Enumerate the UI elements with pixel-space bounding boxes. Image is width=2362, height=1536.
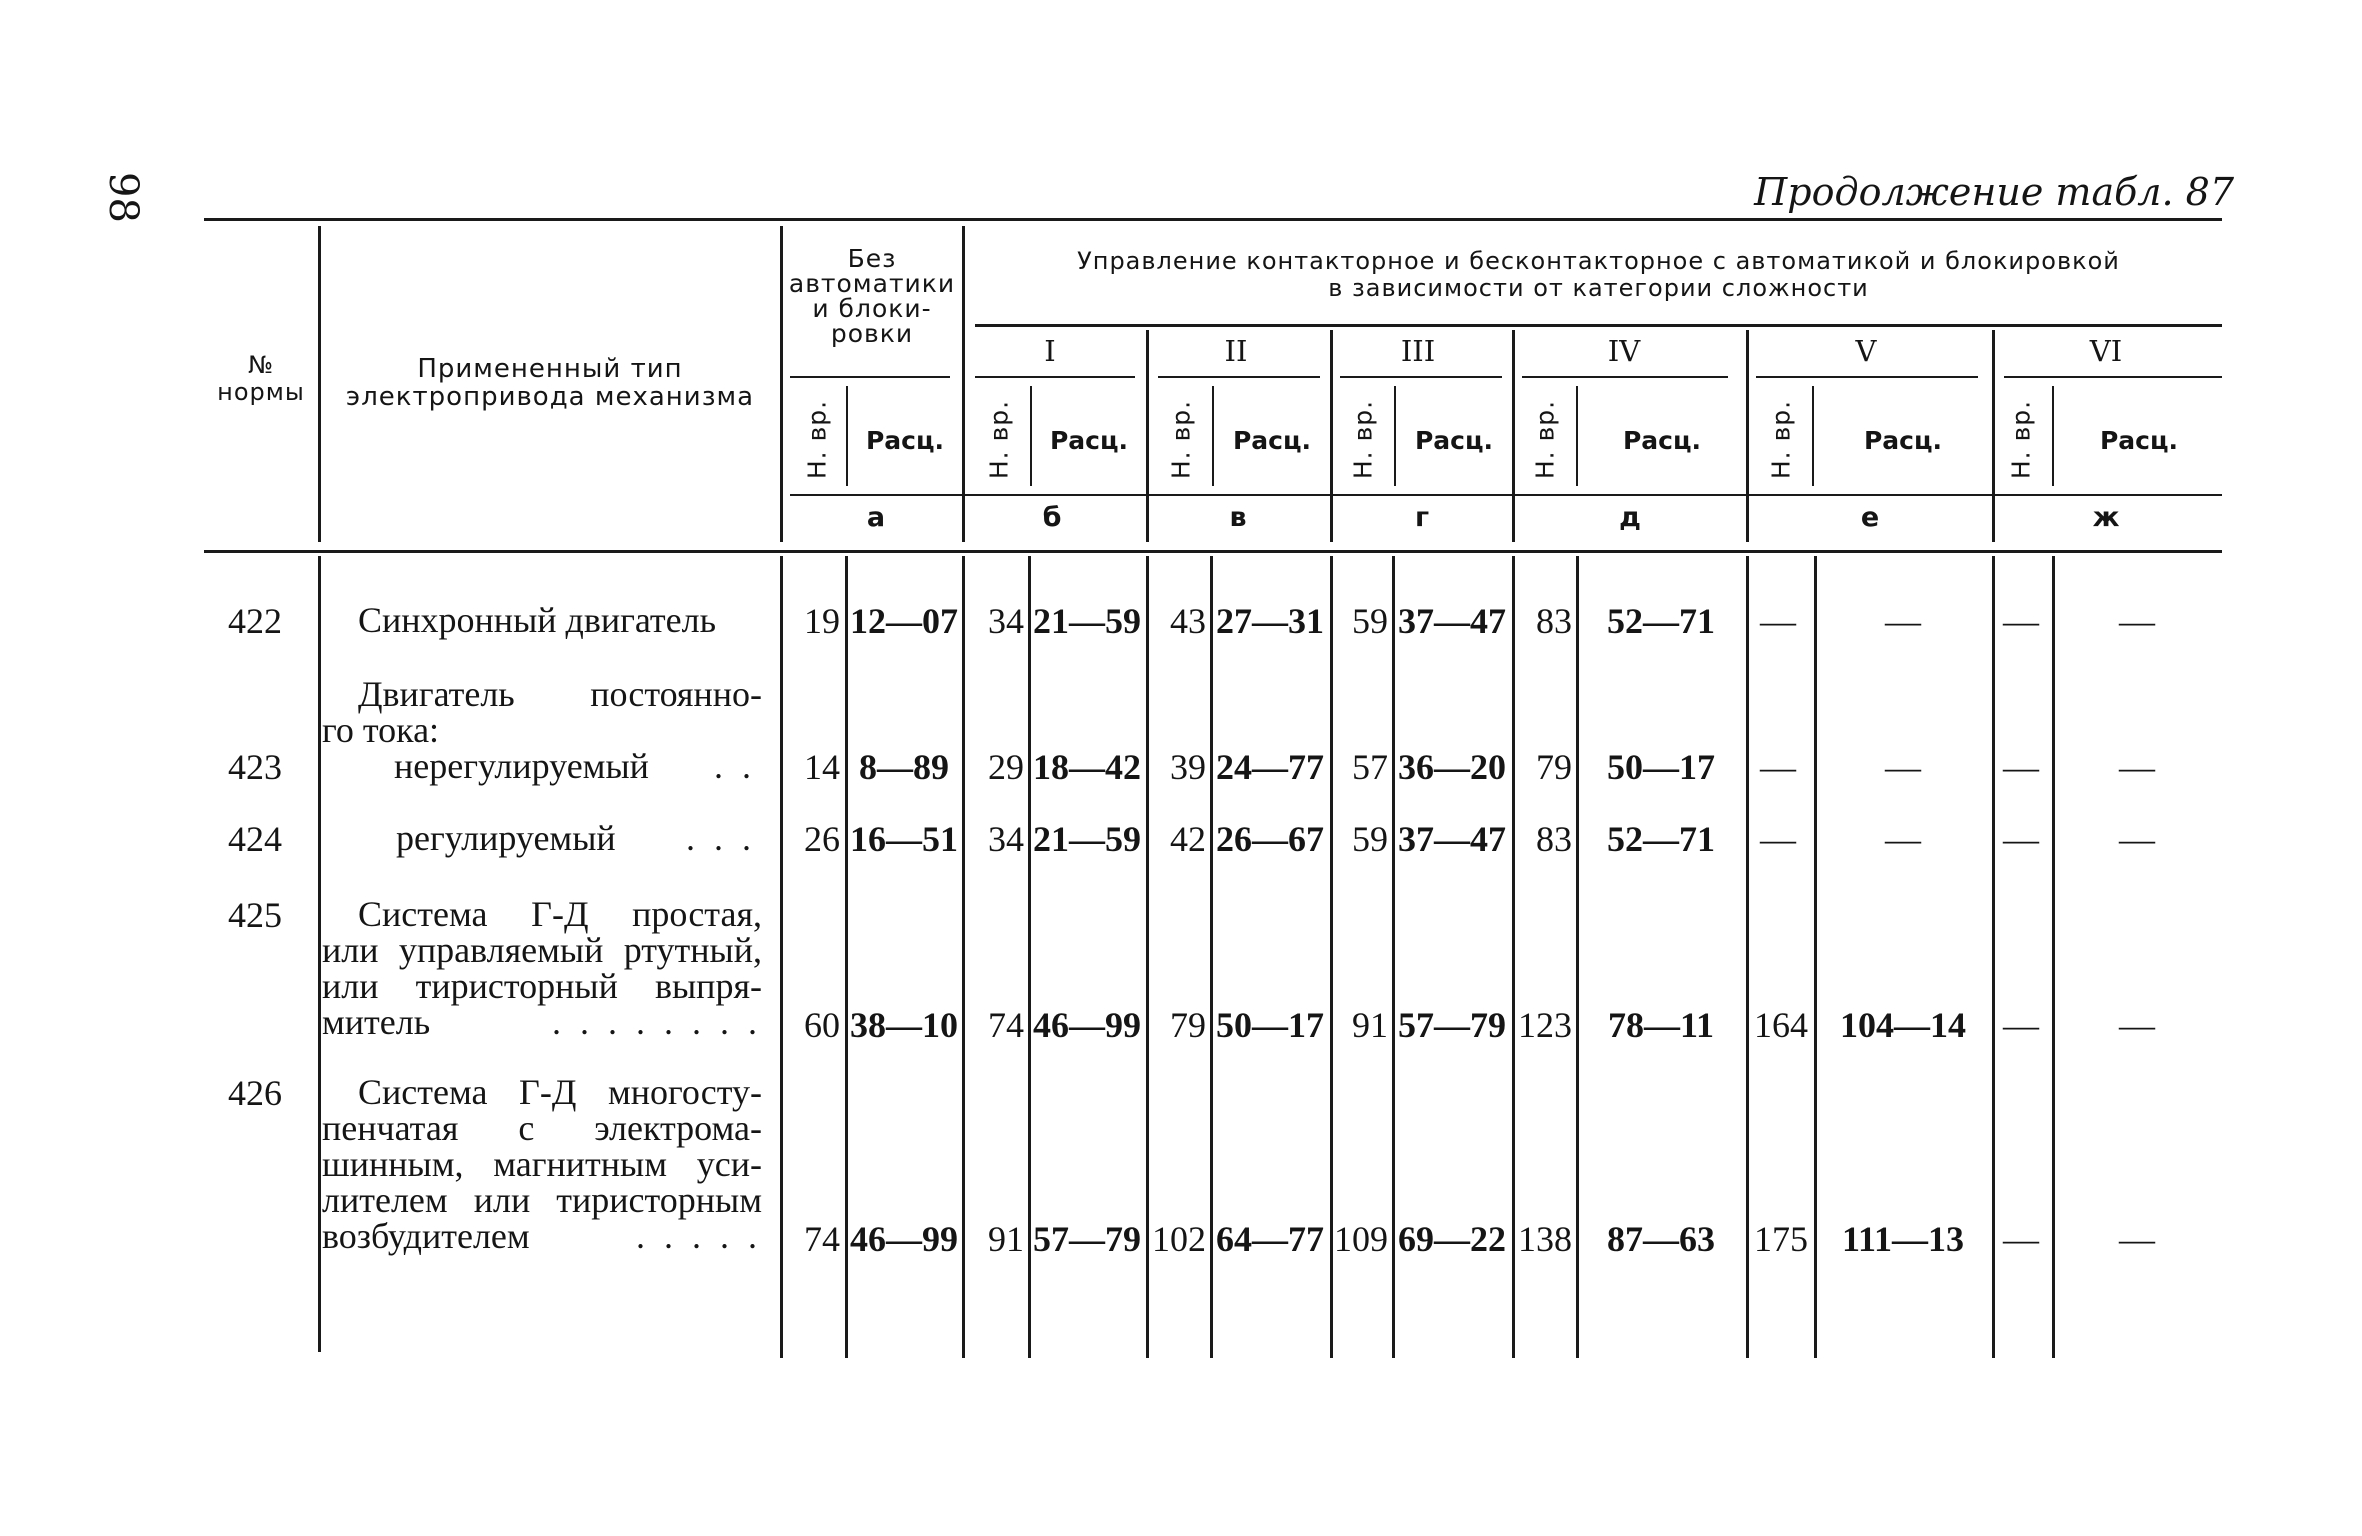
col-divider-no (318, 226, 321, 542)
cell-n-vr: 79 (1536, 747, 1572, 787)
cell-n-vr: 91 (988, 1219, 1024, 1259)
col-divider-cat5 (1992, 330, 1995, 542)
leader-dots: . . (714, 746, 756, 786)
cell-rasc: — (1885, 819, 1921, 859)
body-divider-no (318, 556, 321, 1352)
cell-rasc: 37—47 (1398, 601, 1506, 641)
leader-dots: . . . (686, 818, 756, 858)
cell-rasc: 78—11 (1607, 1005, 1714, 1045)
cell-n-vr: 83 (1536, 601, 1572, 641)
cell-rasc: 8—89 (859, 747, 949, 787)
row-description (322, 676, 762, 748)
row-number: 426 (228, 1073, 282, 1113)
row-number: 424 (228, 819, 282, 859)
cell-rasc: 18—42 (1033, 747, 1141, 787)
header-rasc: Расц. (2099, 426, 2179, 455)
page-number: 98 (100, 172, 146, 223)
cell-n-vr: — (1760, 747, 1796, 787)
description-line: Синхронный двигатель (358, 600, 717, 640)
category-label: I (1044, 334, 1056, 368)
row-number: 425 (228, 895, 282, 935)
cell-n-vr: 59 (1352, 601, 1388, 641)
category-label: VI (2089, 334, 2123, 368)
nvr-divider-0 (846, 386, 848, 486)
cell-rasc: 64—77 (1216, 1219, 1324, 1259)
header-n-vr: Н. вр. (1348, 399, 1378, 480)
cat-underline-6 (2004, 376, 2222, 378)
description-line (322, 1218, 762, 1254)
description-line: го тока: (322, 710, 440, 750)
cell-n-vr: 59 (1352, 819, 1388, 859)
cat-underline-5 (1756, 376, 1978, 378)
column-letter: е (1860, 502, 1880, 533)
cell-rasc: 50—17 (1216, 1005, 1324, 1045)
header-n-vr: Н. вр. (1530, 399, 1560, 480)
row-description (322, 1074, 762, 1254)
cell-n-vr: 29 (988, 747, 1024, 787)
category-label: IV (1607, 334, 1641, 368)
contact-group-rule (975, 324, 2222, 327)
description-line: Система Г-Д простая, (358, 894, 762, 934)
header-rasc: Расц. (1414, 426, 1494, 455)
cell-rasc: — (1885, 747, 1921, 787)
cell-rasc: 16—51 (850, 819, 958, 859)
column-letter: в (1229, 502, 1247, 533)
description-text: возбудителем (322, 1216, 530, 1256)
cell-rasc: 69—22 (1398, 1219, 1506, 1259)
nvr-divider-2 (1212, 386, 1214, 486)
cell-n-vr: 60 (804, 1005, 840, 1045)
table-top-rule (204, 218, 2222, 221)
cell-n-vr: 109 (1334, 1219, 1388, 1259)
cell-n-vr: 14 (804, 747, 840, 787)
description-line: шинным, магнитным уси- (322, 1144, 762, 1184)
header-norm-no: № нормы (217, 351, 305, 406)
cell-rasc: — (2119, 1005, 2155, 1045)
header-rasc: Расц. (1863, 426, 1943, 455)
col-divider-cat1 (1146, 330, 1149, 542)
cell-n-vr: — (1760, 819, 1796, 859)
header-n-vr: Н. вр. (802, 399, 832, 480)
col-divider-cat4 (1746, 330, 1749, 542)
cat-underline-4 (1522, 376, 1728, 378)
cell-n-vr: 74 (804, 1219, 840, 1259)
cell-rasc: — (2119, 1219, 2155, 1259)
cell-rasc: 46—99 (850, 1219, 958, 1259)
cell-n-vr: — (1760, 601, 1796, 641)
continuation-title: Продолжение табл. 87 (1754, 170, 2234, 214)
cell-n-vr: — (2003, 1219, 2039, 1259)
nvr-divider-6 (2052, 386, 2054, 486)
cell-n-vr: 34 (988, 819, 1024, 859)
cell-n-vr: 19 (804, 601, 840, 641)
cell-n-vr: 26 (804, 819, 840, 859)
cell-n-vr: — (2003, 819, 2039, 859)
description-line: или управляемый ртутный, (322, 930, 762, 970)
row-number: 422 (228, 601, 282, 641)
cell-rasc: — (2119, 819, 2155, 859)
cat-underline-3 (1340, 376, 1502, 378)
header-rasc: Расц. (1049, 426, 1129, 455)
cell-n-vr: 138 (1518, 1219, 1572, 1259)
nvr-divider-3 (1394, 386, 1396, 486)
cell-n-vr: 83 (1536, 819, 1572, 859)
description-line: Система Г-Д многосту- (358, 1072, 762, 1112)
cell-rasc: 87—63 (1607, 1219, 1715, 1259)
cell-rasc: — (2119, 747, 2155, 787)
cell-rasc: 38—10 (850, 1005, 958, 1045)
nvr-divider-4 (1576, 386, 1578, 486)
cell-rasc: — (2119, 601, 2155, 641)
column-letter: а (866, 502, 886, 533)
cell-rasc: 50—17 (1607, 747, 1715, 787)
header-n-vr: Н. вр. (984, 399, 1014, 480)
col-divider-cat3 (1512, 330, 1515, 542)
column-letter: д (1619, 502, 1641, 533)
description-text: нерегулируемый (394, 746, 649, 786)
leader-dots: . . . . . (636, 1216, 762, 1256)
row-description (322, 896, 762, 1040)
cell-n-vr: 91 (1352, 1005, 1388, 1045)
cell-rasc: 26—67 (1216, 819, 1324, 859)
cat-underline-1 (975, 376, 1135, 378)
description-line (396, 820, 756, 856)
cell-n-vr: 102 (1152, 1219, 1206, 1259)
cat-underline-2 (1158, 376, 1320, 378)
cell-n-vr: 164 (1754, 1005, 1808, 1045)
column-letter: г (1414, 502, 1430, 533)
row-number: 423 (228, 747, 282, 787)
cell-rasc: 57—79 (1033, 1219, 1141, 1259)
category-label: II (1224, 334, 1248, 368)
category-label: V (1855, 334, 1877, 368)
cell-n-vr: — (2003, 601, 2039, 641)
nvr-divider-5 (1812, 386, 1814, 486)
cell-rasc: 24—77 (1216, 747, 1324, 787)
column-letter: ж (2092, 502, 2120, 533)
col-divider-cat2 (1330, 330, 1333, 542)
nvr-divider-1 (1030, 386, 1032, 486)
header-rasc: Расц. (1232, 426, 1312, 455)
cell-rasc: 111—13 (1841, 1219, 1965, 1259)
description-text: митель (322, 1002, 431, 1042)
cell-rasc: 104—14 (1840, 1005, 1966, 1045)
cell-n-vr: 42 (1170, 819, 1206, 859)
header-no-auto: Без автоматики и блоки- ровки (788, 244, 956, 348)
description-line (394, 748, 756, 784)
col-divider-noauto (962, 226, 965, 542)
table-header-bottom-rule (204, 550, 2222, 553)
description-line: Двигатель постоянно- (358, 674, 762, 714)
cell-rasc: 21—59 (1033, 601, 1141, 641)
cell-rasc: 52—71 (1607, 819, 1715, 859)
cell-rasc: 57—79 (1398, 1005, 1506, 1045)
cell-rasc: 46—99 (1033, 1005, 1141, 1045)
row-description (396, 820, 756, 856)
description-line (322, 1004, 762, 1040)
header-rasc: Расц. (865, 426, 945, 455)
cell-rasc: 52—71 (1607, 601, 1715, 641)
cell-rasc: 12—07 (850, 601, 958, 641)
description-text: регулируемый (396, 818, 616, 858)
cell-n-vr: — (2003, 1005, 2039, 1045)
header-rasc: Расц. (1622, 426, 1702, 455)
leader-dots: . . . . . . . . (552, 1002, 762, 1042)
header-n-vr: Н. вр. (1166, 399, 1196, 480)
cell-n-vr: 57 (1352, 747, 1388, 787)
cell-rasc: — (1885, 601, 1921, 641)
description-line: пенчатая с электрома- (322, 1108, 762, 1148)
cell-n-vr: — (2003, 747, 2039, 787)
row-description (358, 602, 798, 638)
cell-rasc: 21—59 (1033, 819, 1141, 859)
category-label: III (1400, 334, 1436, 368)
header-n-vr: Н. вр. (2006, 399, 2036, 480)
cell-n-vr: 34 (988, 601, 1024, 641)
header-contact: Управление контакторное и бесконтакторное с автоматикой и блокировкой в зависимости от категории сложности (1077, 247, 2120, 302)
cell-rasc: 27—31 (1216, 601, 1324, 641)
cell-n-vr: 43 (1170, 601, 1206, 641)
header-n-vr: Н. вр. (1766, 399, 1796, 480)
cell-n-vr: 74 (988, 1005, 1024, 1045)
cat-underline-0 (790, 376, 950, 378)
column-letter: б (1042, 502, 1062, 533)
cell-n-vr: 175 (1754, 1219, 1808, 1259)
cell-n-vr: 79 (1170, 1005, 1206, 1045)
cell-n-vr: 123 (1518, 1005, 1572, 1045)
cell-n-vr: 39 (1170, 747, 1206, 787)
cell-rasc: 37—47 (1398, 819, 1506, 859)
cell-rasc: 36—20 (1398, 747, 1506, 787)
header-type: Примененный тип электропривода механизма (345, 354, 755, 412)
description-line: лителем или тиристорным (322, 1180, 762, 1220)
row-description (394, 748, 756, 784)
description-line: или тиристорный выпря- (322, 966, 762, 1006)
